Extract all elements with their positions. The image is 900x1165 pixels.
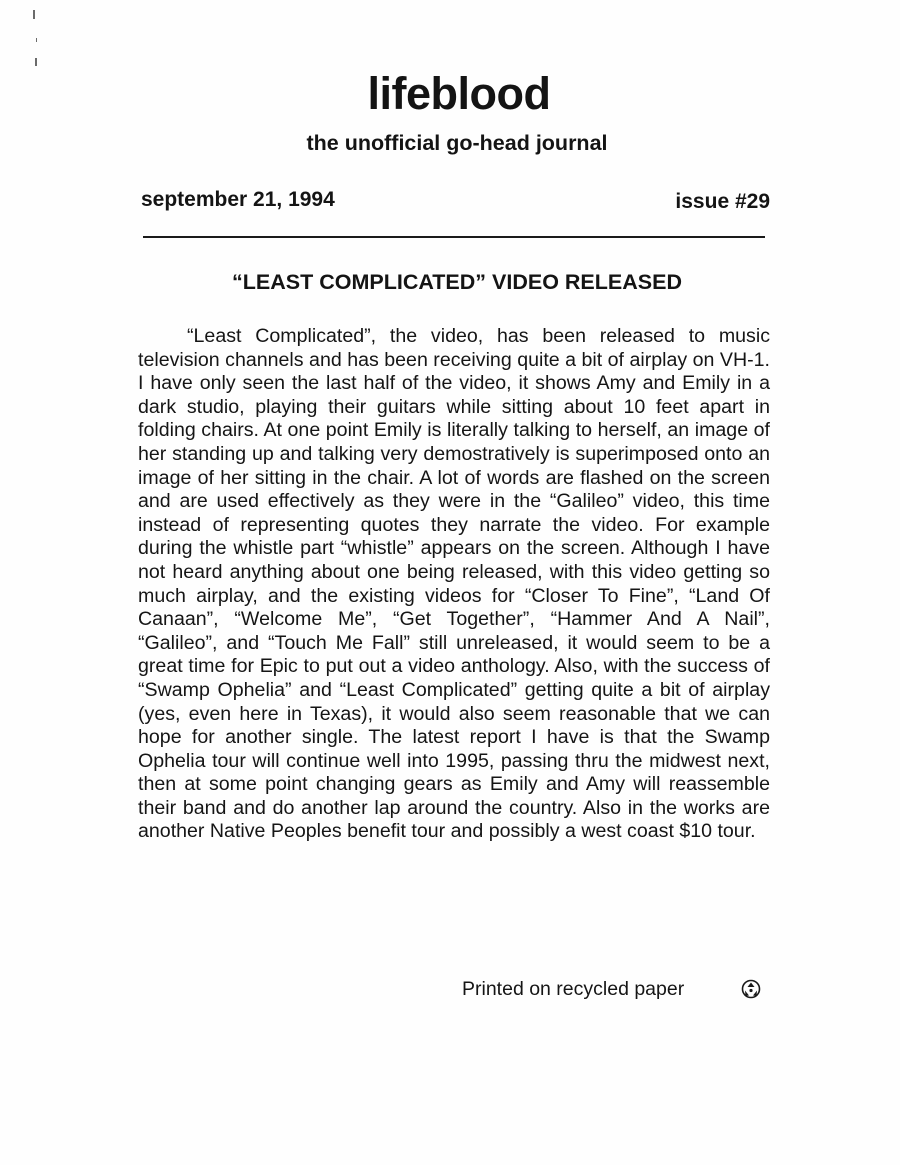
recycled-paper-note: Printed on recycled paper [462, 978, 685, 1000]
scan-edge-mark [36, 38, 37, 42]
header-divider [143, 236, 765, 238]
newsletter-subtitle: the unofficial go-head journal [306, 131, 608, 155]
recycle-icon [740, 978, 762, 1000]
issue-number: issue #29 [675, 190, 770, 213]
issue-date: september 21, 1994 [141, 188, 335, 211]
newsletter-title: lifeblood [367, 68, 551, 119]
scan-edge-mark [33, 10, 35, 19]
scan-edge-mark [35, 58, 37, 66]
article-body: “Least Complicated”, the video, has been released to music television channels and has been receiving quite a bit of airplay on VH-1. I have only seen the last half of the video, it shows Amy and Emily in a dark studio, playing their guitars while sitting about 10 feet apart in folding chairs. At one point Emily is literally talking to herself, an image of her standing up and talking very demostratively is superimposed onto an image of her sitting in the chair. A lot of words are flashed on the screen and are used effectively as they were in the “Galileo” video, this time instead of representing quotes they narrate the video. For example during the whistle part “whistle” appears on the screen. Although I have not heard anything about one being released, with this video getting so much airplay, and the existing videos for “Closer To Fine”, “Land Of Canaan”, “Welcome Me”, “Get Together”, “Hammer And A Nail”, “Galileo”, and “Touch Me Fall” still unreleased, it would seem to be a great time for Epic to put out a video anthology. Also, with the success of “Swamp Ophelia” and “Least Complicated” getting quite a bit of airplay (yes, even here in Texas), it would also seem reasonable that we can hope for another single. The latest report I have is that the Swamp Ophelia tour will continue well into 1995, passing thru the midwest next, then at some point changing gears as Emily and Amy will reassemble their band and do another lap around the country. Also in the works are another Native Peoples benefit tour and possibly a west coast $10 tour. [138, 325, 770, 843]
article-headline: “LEAST COMPLICATED” VIDEO RELEASED [232, 270, 682, 294]
